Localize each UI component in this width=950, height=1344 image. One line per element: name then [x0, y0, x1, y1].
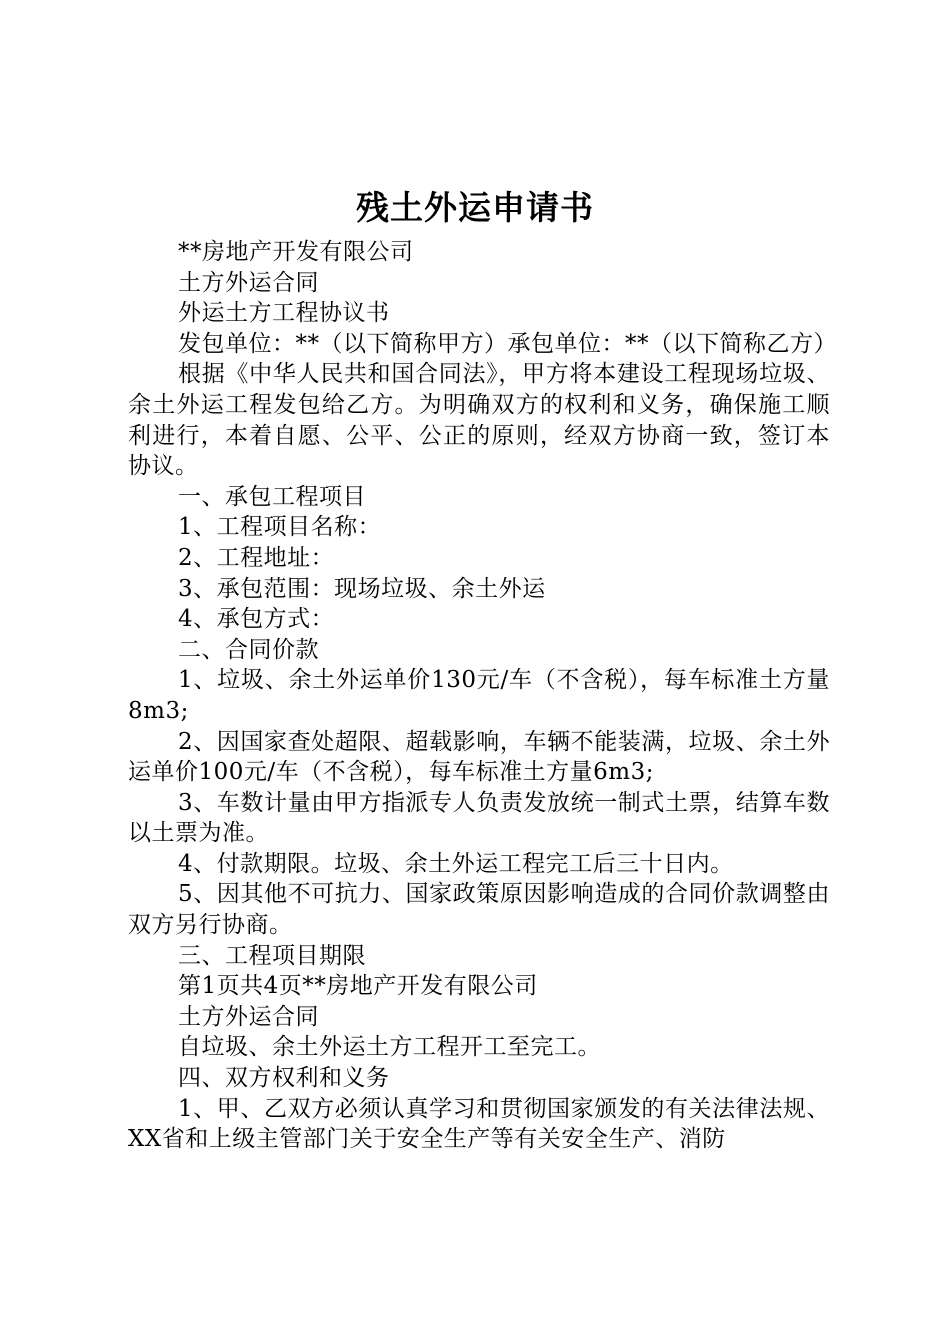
paragraph: 3、车数计量由甲方指派专人负责发放统一制式土票，结算车数以土票为准。 [128, 789, 830, 847]
paragraph: 外运土方工程协议书 [178, 300, 390, 327]
paragraph: 3、承包范围：现场垃圾、余土外运 [178, 575, 546, 602]
document-body [128, 237, 837, 1155]
paragraph: 5、因其他不可抗力、国家政策原因影响造成的合同价款调整由双方另行协商。 [128, 881, 830, 939]
paragraph: 一、承包工程项目 [178, 483, 366, 510]
paragraph: 1、工程项目名称： [178, 514, 382, 541]
paragraph: **房地产开发有限公司 [178, 239, 414, 265]
paragraph: 四、双方权利和义务 [178, 1065, 390, 1092]
paragraph: 二、合同价款 [178, 636, 319, 663]
paragraph: 自垃圾、余土外运土方工程开工至完工。 [178, 1034, 601, 1061]
paragraph: 土方外运合同 [178, 1003, 319, 1030]
paragraph: 1、垃圾、余土外运单价130元/车（不含税），每车标准土方量8m3; [128, 667, 830, 724]
paragraph: 2、因国家查处超限、超载影响，车辆不能装满，垃圾、余土外运单价100元/车（不含税），每车标准土方量6m3; [128, 728, 830, 786]
paragraph: 2、工程地址： [178, 544, 335, 571]
paragraph: 4、承包方式： [178, 606, 335, 633]
paragraph: 1、甲、乙双方必须认真学习和贯彻国家颁发的有关法律法规、XX省和上级主管部门关于安全生产等有关安全生产、消防 [128, 1095, 830, 1153]
paragraph: 土方外运合同 [178, 269, 319, 296]
paragraph: 根据《中华人民共和国合同法》，甲方将本建设工程现场垃圾、余土外运工程发包给乙方。为明确双方的权利和义务，确保施工顺利进行，本着自愿、公平、公正的原则，经双方协商一致，签订本协议。 [128, 361, 830, 480]
document-title: 残土外运申请书 [356, 188, 594, 227]
paragraph: 三、工程项目期限 [178, 942, 366, 969]
paragraph: 发包单位：**（以下简称甲方）承包单位：**（以下简称乙方） [178, 330, 837, 357]
paragraph: 4、付款期限。垃圾、余土外运工程完工后三十日内。 [178, 850, 734, 877]
page-footer-text: 第1页共4页**房地产开发有限公司 [178, 973, 538, 1000]
